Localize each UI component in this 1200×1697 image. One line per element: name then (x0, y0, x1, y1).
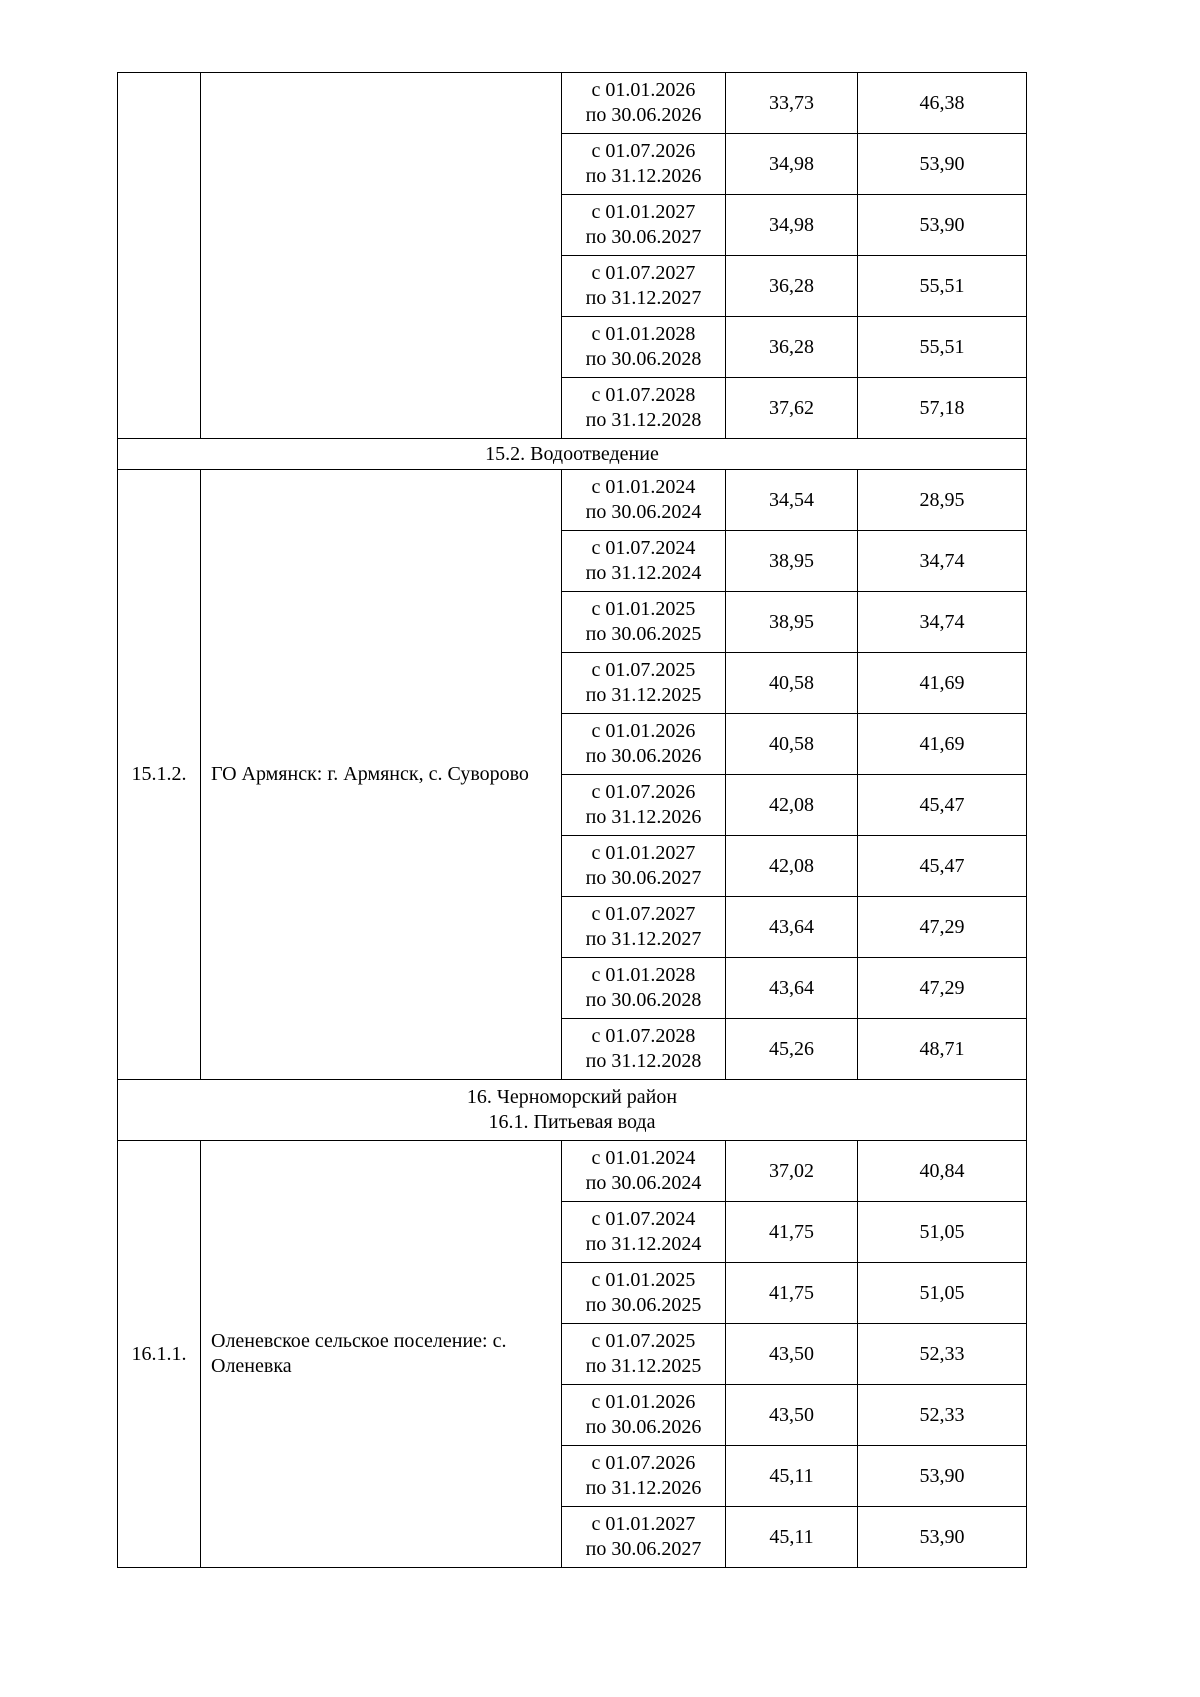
tariff-value-1: 38,95 (726, 592, 858, 653)
tariff-value-2: 45,47 (858, 775, 1027, 836)
period-cell (562, 1019, 726, 1080)
period-from: с 01.01.2027 (591, 842, 696, 864)
tariff-value-1: 37,62 (726, 378, 858, 439)
period-from: с 01.01.2024 (591, 1147, 696, 1169)
section-heading-cell (118, 1080, 1027, 1141)
period-cell (562, 1507, 726, 1568)
tariff-value-1: 42,08 (726, 836, 858, 897)
tariff-value-1: 36,28 (726, 256, 858, 317)
period-cell (562, 1385, 726, 1446)
section-row (118, 1080, 1027, 1141)
period-from: с 01.07.2025 (591, 1330, 696, 1352)
period-from: с 01.07.2026 (591, 781, 696, 803)
tariff-value-1: 43,64 (726, 958, 858, 1019)
settlement-name: ГО Армянск: г. Армянск, с. Суворово (201, 470, 562, 1080)
period-to: по 30.06.2028 (585, 989, 702, 1011)
tariff-value-1: 40,58 (726, 714, 858, 775)
tariff-value-1: 41,75 (726, 1263, 858, 1324)
period-from: с 01.01.2027 (591, 201, 696, 223)
period-to: по 31.12.2024 (585, 1233, 702, 1255)
period-from: с 01.07.2026 (591, 1452, 696, 1474)
tariff-value-1: 42,08 (726, 775, 858, 836)
period-to: по 30.06.2026 (585, 104, 702, 126)
period-cell (562, 531, 726, 592)
period-from: с 01.07.2024 (591, 1208, 696, 1230)
tariff-table-body (118, 73, 1027, 1568)
period-from: с 01.07.2028 (591, 384, 696, 406)
tariff-row (118, 470, 1027, 531)
tariff-value-2: 48,71 (858, 1019, 1027, 1080)
period-to: по 30.06.2027 (585, 226, 702, 248)
period-from: с 01.01.2024 (591, 476, 696, 498)
tariff-value-1: 45,11 (726, 1446, 858, 1507)
period-to: по 30.06.2026 (585, 1416, 702, 1438)
tariff-value-1: 41,75 (726, 1202, 858, 1263)
period-cell (562, 134, 726, 195)
tariff-value-2: 41,69 (858, 714, 1027, 775)
period-cell (562, 958, 726, 1019)
tariff-row (118, 1141, 1027, 1202)
tariff-value-2: 46,38 (858, 73, 1027, 134)
period-from: с 01.07.2028 (591, 1025, 696, 1047)
period-cell (562, 317, 726, 378)
tariff-value-2: 57,18 (858, 378, 1027, 439)
section-heading: 15.2. Водоотведение (118, 439, 1027, 470)
period-from: с 01.01.2027 (591, 1513, 696, 1535)
section-row (118, 439, 1027, 470)
period-cell (562, 73, 726, 134)
period-cell (562, 897, 726, 958)
tariff-value-1: 45,11 (726, 1507, 858, 1568)
period-to: по 31.12.2027 (585, 928, 702, 950)
period-to: по 31.12.2026 (585, 806, 702, 828)
tariff-value-2: 51,05 (858, 1202, 1027, 1263)
tariff-value-1: 38,95 (726, 531, 858, 592)
settlement-name: Оленевское сельское поселение: с. Оленевка (201, 1141, 562, 1568)
tariff-value-1: 34,98 (726, 195, 858, 256)
tariff-value-2: 28,95 (858, 470, 1027, 531)
tariff-value-2: 45,47 (858, 836, 1027, 897)
tariff-value-2: 41,69 (858, 653, 1027, 714)
period-cell (562, 775, 726, 836)
section-heading: 16.1. Питьевая вода (488, 1111, 656, 1133)
period-to: по 31.12.2028 (585, 1050, 702, 1072)
period-to: по 31.12.2026 (585, 165, 702, 187)
tariff-value-2: 53,90 (858, 195, 1027, 256)
period-from: с 01.07.2027 (591, 262, 696, 284)
period-cell (562, 592, 726, 653)
period-from: с 01.01.2028 (591, 964, 696, 986)
period-cell (562, 1263, 726, 1324)
period-from: с 01.07.2026 (591, 140, 696, 162)
tariff-value-1: 33,73 (726, 73, 858, 134)
item-number (118, 73, 201, 439)
tariff-value-2: 53,90 (858, 1507, 1027, 1568)
period-to: по 31.12.2025 (585, 684, 702, 706)
period-cell (562, 1202, 726, 1263)
tariff-row (118, 73, 1027, 134)
period-from: с 01.01.2025 (591, 1269, 696, 1291)
district-heading: 16. Черноморский район (466, 1086, 678, 1108)
period-to: по 30.06.2026 (585, 745, 702, 767)
tariff-value-2: 34,74 (858, 531, 1027, 592)
tariff-value-1: 40,58 (726, 653, 858, 714)
period-from: с 01.01.2026 (591, 720, 696, 742)
period-to: по 30.06.2027 (585, 1538, 702, 1560)
tariff-value-1: 45,26 (726, 1019, 858, 1080)
period-from: с 01.07.2025 (591, 659, 696, 681)
period-from: с 01.01.2028 (591, 323, 696, 345)
period-cell (562, 836, 726, 897)
tariff-table (117, 72, 1027, 1568)
tariff-value-2: 52,33 (858, 1385, 1027, 1446)
tariff-value-1: 36,28 (726, 317, 858, 378)
period-cell (562, 470, 726, 531)
period-to: по 30.06.2024 (585, 501, 702, 523)
period-to: по 30.06.2028 (585, 348, 702, 370)
period-to: по 30.06.2025 (585, 1294, 702, 1316)
period-from: с 01.01.2026 (591, 79, 696, 101)
settlement-name (201, 73, 562, 439)
tariff-value-2: 55,51 (858, 256, 1027, 317)
tariff-value-2: 53,90 (858, 1446, 1027, 1507)
tariff-value-1: 37,02 (726, 1141, 858, 1202)
period-cell (562, 1446, 726, 1507)
tariff-value-2: 51,05 (858, 1263, 1027, 1324)
period-to: по 30.06.2027 (585, 867, 702, 889)
tariff-value-1: 34,98 (726, 134, 858, 195)
period-cell (562, 1324, 726, 1385)
period-cell (562, 653, 726, 714)
tariff-value-1: 34,54 (726, 470, 858, 531)
item-number: 16.1.1. (118, 1141, 201, 1568)
tariff-value-1: 43,50 (726, 1385, 858, 1446)
period-to: по 30.06.2024 (585, 1172, 702, 1194)
period-from: с 01.07.2027 (591, 903, 696, 925)
tariff-value-2: 40,84 (858, 1141, 1027, 1202)
period-cell (562, 195, 726, 256)
period-to: по 31.12.2024 (585, 562, 702, 584)
period-cell (562, 256, 726, 317)
period-from: с 01.01.2025 (591, 598, 696, 620)
period-cell (562, 1141, 726, 1202)
period-from: с 01.07.2024 (591, 537, 696, 559)
period-from: с 01.01.2026 (591, 1391, 696, 1413)
tariff-value-2: 34,74 (858, 592, 1027, 653)
tariff-value-1: 43,50 (726, 1324, 858, 1385)
period-to: по 31.12.2027 (585, 287, 702, 309)
tariff-value-2: 55,51 (858, 317, 1027, 378)
period-to: по 30.06.2025 (585, 623, 702, 645)
item-number: 15.1.2. (118, 470, 201, 1080)
period-to: по 31.12.2025 (585, 1355, 702, 1377)
period-cell (562, 378, 726, 439)
tariff-value-2: 47,29 (858, 897, 1027, 958)
tariff-value-1: 43,64 (726, 897, 858, 958)
period-to: по 31.12.2026 (585, 1477, 702, 1499)
tariff-value-2: 53,90 (858, 134, 1027, 195)
tariff-value-2: 52,33 (858, 1324, 1027, 1385)
period-cell (562, 714, 726, 775)
tariff-value-2: 47,29 (858, 958, 1027, 1019)
period-to: по 31.12.2028 (585, 409, 702, 431)
